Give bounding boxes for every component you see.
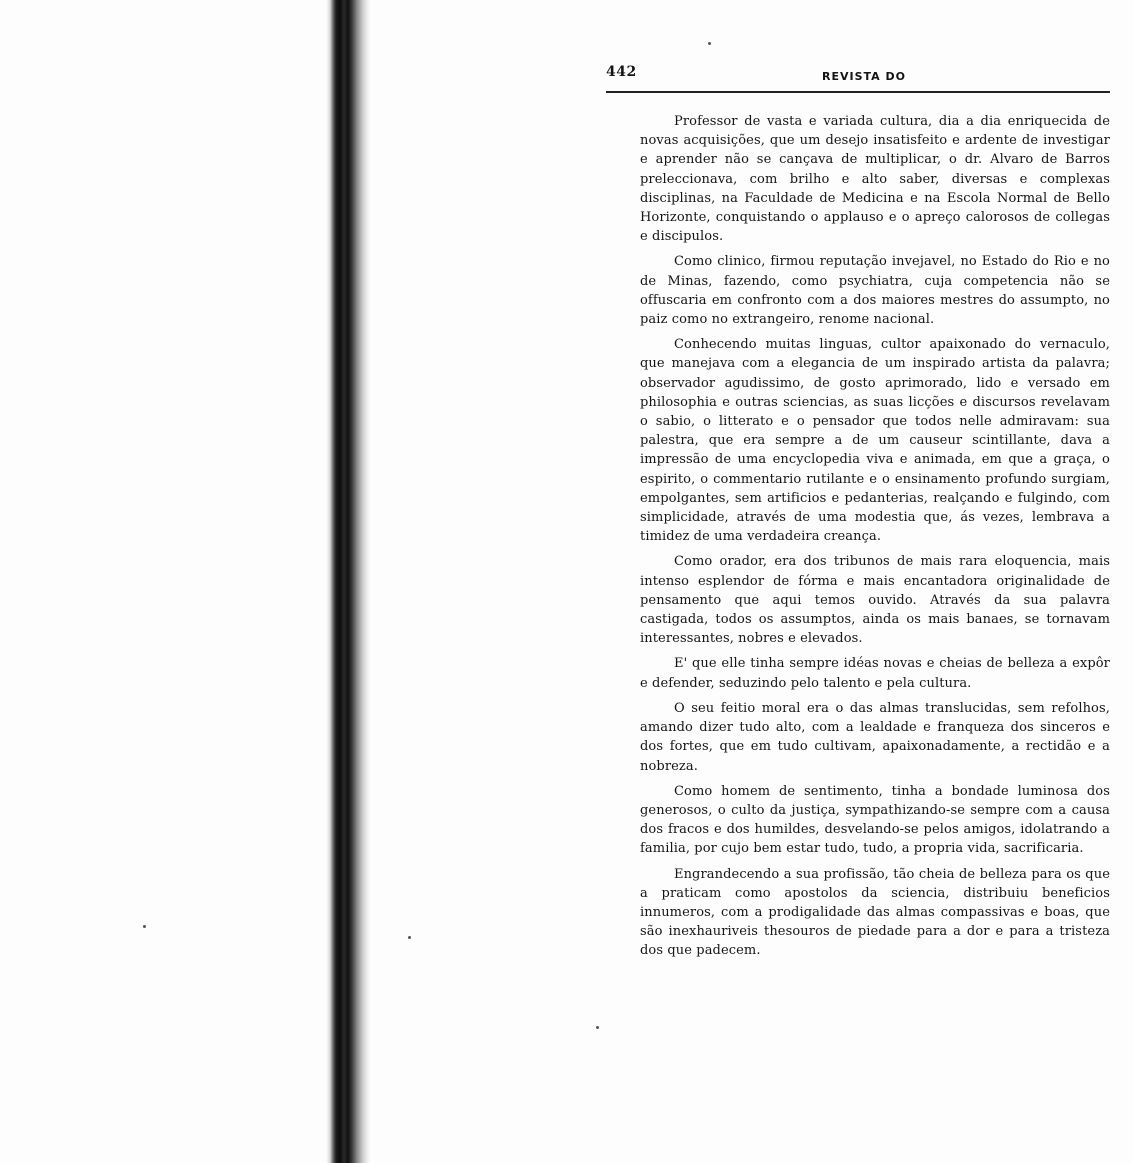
scan-speck bbox=[596, 1026, 599, 1029]
paragraph-7: Como homem de sentimento, tinha a bondade luminosa dos generosos, o culto da justiça, sympathizando-se sempre com a causa dos fracos e dos humildes, desvelando-se pelos amigos, idolatrando a familia, por cujo bem estar tudo, tudo, a propria vida, sacrificaria. bbox=[640, 783, 1110, 857]
paragraph-3: Conhecendo muitas linguas, cultor apaixonado do vernaculo, que manejava com a elegancia de um inspirado artista da palavra; observador agudissimo, de gosto aprimorado, lido e versado em philosophia e outras sciencias, as suas licções e discursos revelavam o sabio, o litterato e o pensador que todos nelle admiravam: sua palestra, que era sempre a de um causeur scintillante, dava a impressão de uma encyclopedia viva e animada, em que a graça, o espirito, o commentario rutilante e o ensinamento profundo surgiam, empolgantes, sem artificios e pedanterias, realçando e fulgindo, com simplicidade, através de uma modestia que, ás vezes, lembrava a timidez de uma verdadeira creança. bbox=[640, 337, 1110, 545]
scan-speck bbox=[408, 936, 411, 939]
paragraph-6: O seu feitio moral era o das almas translucidas, sem refolhos, amando dizer tudo alto, com a lealdade e franqueza dos sinceros e dos fortes, que em tudo cultivam, apaixonadamente, a rectidão e a nobreza. bbox=[640, 700, 1110, 774]
scan-speck bbox=[708, 42, 711, 45]
paragraph-1: Professor de vasta e variada cultura, dia a dia enriquecida de novas acquisições, que um desejo insatisfeito e ardente de investigar e aprender não se cançava de multiplicar, o dr. Alvaro de Barros preleccionava, com brilho e alto saber, diversas e complexas disciplinas, na Faculdade de Medicina e na Escola Normal de Bello Horizonte, conquistando o applauso e o apreço calorosos de collegas e discipulos. bbox=[640, 114, 1110, 245]
paragraph-8: Engrandecendo a sua profissão, tão cheia de belleza para os que a praticam como apostolos da sciencia, distribuiu beneficios innumeros, com a prodigalidade das almas compassivas e boas, que são inexhauriveis thesouros de piedade para a dor e para a tristeza dos que padecem. bbox=[640, 866, 1110, 959]
scan-speck bbox=[143, 925, 146, 928]
page-header bbox=[606, 64, 1110, 90]
header-rule bbox=[606, 91, 1110, 93]
running-head: REVISTA DO bbox=[822, 70, 906, 83]
paragraph-2: Como clinico, firmou reputação invejavel, no Estado do Rio e no de Minas, fazendo, como psychiatra, cuja competencia não se offuscaria em confronto com a dos maiores mestres do assumpto, no paiz como no extrangeiro, renome nacional. bbox=[640, 254, 1110, 328]
paragraph-4: Como orador, era dos tribunos de mais rara eloquencia, mais intenso esplendor de fórma e mais encantadora originalidade de pensamento que aqui temos ouvido. Através da sua palavra castigada, todos os assumptos, ainda os mais banaes, se tornavam interessantes, nobres e elevados. bbox=[640, 554, 1110, 647]
text-column bbox=[640, 112, 1110, 967]
book-gutter-shadow bbox=[326, 0, 372, 1163]
paragraph-5: E' que elle tinha sempre idéas novas e cheias de belleza a expôr e defender, seduzindo pelo talento e pela cultura. bbox=[640, 656, 1110, 691]
page-number: 442 bbox=[606, 64, 637, 80]
